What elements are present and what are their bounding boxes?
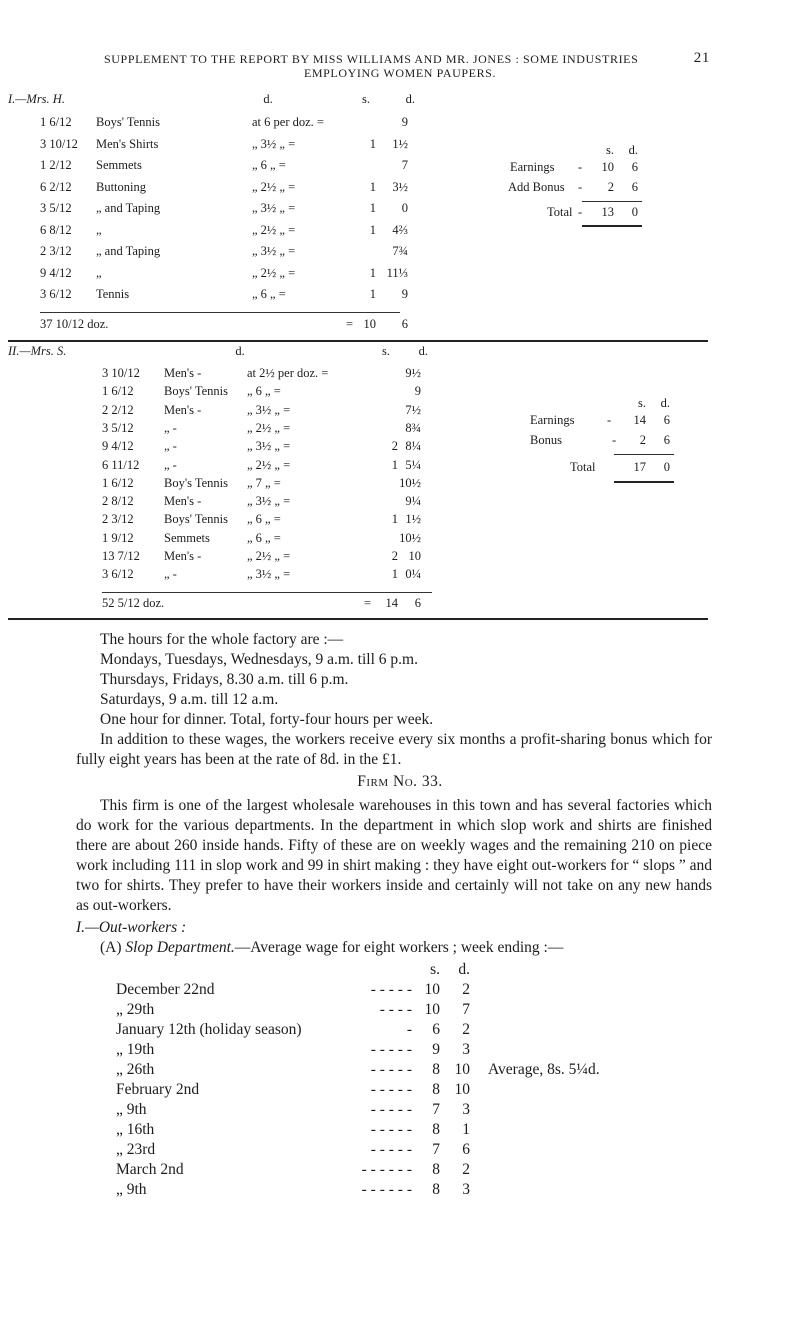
- row-shillings: 2: [391, 439, 398, 454]
- row-quantity: 3 5/12: [102, 420, 134, 435]
- row-item: Men's -: [164, 402, 202, 417]
- row-quantity: 3 5/12: [40, 201, 72, 215]
- row-quantity: 1 2/12: [40, 158, 72, 172]
- summary-total-d: 0: [663, 460, 670, 474]
- row-quantity: 6 2/12: [40, 179, 72, 194]
- row-pence: 5¼: [405, 457, 421, 472]
- table-total-shillings: 14: [385, 596, 398, 610]
- summary-bonus-dash: -: [612, 433, 617, 447]
- row-shillings: 1: [369, 265, 376, 280]
- row-item: Buttoning: [96, 179, 147, 194]
- outworkers-label: I.—Out-workers :: [76, 919, 187, 936]
- summary-total-label: Total: [547, 205, 573, 219]
- row-quantity: 13 7/12: [102, 549, 140, 563]
- week-pence: 1: [462, 1121, 470, 1138]
- row-rate: „ 6 „ =: [247, 512, 281, 527]
- firm-heading: Firm No. 33.: [357, 773, 443, 790]
- row-item: Boys' Tennis: [164, 512, 229, 527]
- row-pence: 7¾: [392, 244, 408, 258]
- page-number: 21: [693, 50, 710, 66]
- col-head-d: d.: [418, 344, 428, 358]
- row-rate: „ 3½ „ =: [247, 567, 291, 582]
- running-header-text: SUPPLEMENT TO THE REPORT BY MISS WILLIAMS AND MR. JONES : SOME INDUSTRIES: [104, 52, 639, 66]
- row-rate: „ 3½ „ =: [252, 244, 296, 258]
- week-shillings: 6: [432, 1021, 440, 1038]
- slop-title: Slop Department.: [125, 939, 235, 956]
- summary-rule: [614, 454, 674, 455]
- row-rate: „ 2½ „ =: [252, 222, 296, 237]
- row-item: Men's -: [164, 494, 202, 509]
- week-dash: - - - - -: [370, 981, 412, 998]
- row-item: Boy's Tennis: [164, 475, 229, 490]
- row-quantity: 2 2/12: [102, 402, 134, 417]
- row-shillings: 1: [391, 567, 398, 582]
- row-item: Men's Shirts: [96, 136, 159, 151]
- firm-paragraph: [76, 796, 712, 916]
- week-shillings: 10: [424, 981, 440, 998]
- row-shillings: 1: [369, 201, 376, 215]
- hours-line: Thursdays, Fridays, 8.30 a.m. till 6 p.m.: [100, 671, 349, 688]
- row-quantity: 2 3/12: [102, 512, 134, 527]
- week-shillings: 7: [432, 1141, 440, 1158]
- week-pence: 6: [462, 1141, 470, 1158]
- row-rate: „ 3½ „ =: [247, 439, 291, 454]
- row-rate: „ 7 „ =: [247, 475, 281, 490]
- week-pence: 10: [454, 1081, 470, 1098]
- table-bottom-rule: [8, 618, 708, 620]
- row-rate: at 6 per doz. =: [252, 115, 324, 129]
- row-item: „ -: [164, 420, 177, 435]
- row-rate: „ 3½ „ =: [247, 402, 291, 417]
- hours-line: Mondays, Tuesdays, Wednesdays, 9 a.m. till 6 p.m.: [100, 651, 418, 668]
- week-label: „ 23rd: [116, 1141, 156, 1158]
- week-label: „ 9th: [116, 1181, 147, 1198]
- row-pence: 8¼: [405, 439, 421, 454]
- row-pence: 0: [401, 201, 408, 215]
- row-rate: „ 6 „ =: [247, 384, 281, 399]
- row-quantity: 9 4/12: [102, 439, 134, 454]
- row-item: Boys' Tennis: [96, 115, 161, 129]
- table-rule: [102, 592, 432, 593]
- week-dash: - - - - -: [370, 1041, 412, 1058]
- weeks-head-d: d.: [458, 961, 470, 978]
- row-pence: 7: [401, 158, 408, 172]
- table-total-pence: 6: [414, 596, 421, 610]
- summary-earnings-d: 6: [663, 413, 670, 427]
- summary-earnings-label: Earnings: [530, 413, 575, 427]
- hours-line: One hour for dinner. Total, forty-four hours per week.: [100, 711, 434, 728]
- row-pence: 1½: [405, 512, 421, 527]
- col-head-d: d.: [405, 92, 415, 106]
- table-total-shillings: 10: [363, 317, 376, 331]
- row-item: „ -: [164, 439, 177, 454]
- row-pence: 9: [401, 287, 408, 301]
- row-item: „: [96, 265, 102, 280]
- week-pence: 2: [462, 1021, 470, 1038]
- summary-head-d: d.: [660, 396, 670, 410]
- row-rate: „ 3½ „ =: [252, 136, 296, 151]
- running-subheader: EMPLOYING WOMEN PAUPERS.: [303, 66, 497, 80]
- row-quantity: 3 6/12: [102, 567, 134, 582]
- row-item: „ and Taping: [96, 244, 161, 258]
- summary-earnings-s: 10: [601, 160, 614, 174]
- week-dash: -: [406, 1021, 412, 1038]
- row-quantity: 2 3/12: [40, 244, 72, 258]
- row-shillings: 2: [391, 549, 398, 563]
- summary-bonus-s: 2: [639, 433, 646, 447]
- table-total-pence: 6: [401, 317, 408, 331]
- row-rate: „ 2½ „ =: [247, 549, 291, 563]
- row-pence: 1½: [392, 136, 408, 151]
- row-pence: 9: [401, 115, 408, 129]
- row-pence: 9½: [405, 366, 421, 380]
- summary-bonus-label: Add Bonus: [508, 180, 565, 194]
- row-quantity: 1 6/12: [102, 384, 134, 399]
- week-label: „ 19th: [116, 1041, 155, 1058]
- week-pence: 3: [462, 1041, 470, 1058]
- week-label: „ 16th: [116, 1121, 155, 1138]
- row-shillings: 1: [391, 457, 398, 472]
- summary-rule: [582, 201, 642, 202]
- row-item: „ -: [164, 457, 177, 472]
- row-item: „ and Taping: [96, 201, 161, 215]
- row-pence: 8¾: [405, 420, 421, 435]
- bonus-paragraph-text: In addition to these wages, the workers receive every six months a profit-sharing bonus which for fully eight years has been at the rate of 8d. in the £1.: [76, 731, 712, 768]
- summary-bonus-dash: -: [578, 180, 583, 194]
- row-pence: 10: [408, 549, 421, 563]
- row-rate: „ 2½ „ =: [252, 265, 296, 280]
- summary-earnings-dash: -: [578, 160, 583, 174]
- week-dash: - - - -: [379, 1001, 412, 1018]
- row-rate: „ 6 „ =: [247, 530, 281, 545]
- table-rule: [40, 312, 400, 313]
- row-rate: „ 2½ „ =: [247, 457, 291, 472]
- col-head-rate-d: d.: [235, 344, 245, 358]
- week-shillings: 8: [432, 1161, 440, 1178]
- slop-label: (A): [100, 939, 122, 956]
- row-quantity: 1 9/12: [102, 530, 134, 545]
- table-total-label: 52 5/12 doz.: [102, 596, 165, 610]
- row-pence: 10½: [399, 530, 421, 545]
- summary-bonus-s: 2: [607, 180, 614, 194]
- summary-earnings-label: Earnings: [510, 160, 555, 174]
- weeks-head-s: s.: [430, 961, 440, 978]
- row-rate: „ 6 „ =: [252, 158, 286, 172]
- row-pence: 9: [414, 384, 421, 399]
- week-shillings: 7: [432, 1101, 440, 1118]
- row-shillings: 1: [369, 287, 376, 301]
- row-quantity: 2 8/12: [102, 494, 134, 509]
- row-rate: „ 2½ „ =: [247, 420, 291, 435]
- week-dash: - - - - -: [370, 1101, 412, 1118]
- table-label: II.—Mrs. S.: [8, 344, 67, 358]
- week-dash: - - - - -: [370, 1081, 412, 1098]
- week-label: March 2nd: [116, 1161, 184, 1178]
- week-shillings: 9: [432, 1041, 440, 1058]
- summary-head-s: s.: [638, 396, 646, 410]
- row-pence: 10½: [399, 475, 421, 490]
- week-pence: 2: [462, 1161, 470, 1178]
- summary-earnings-s: 14: [633, 413, 646, 427]
- week-shillings: 8: [432, 1081, 440, 1098]
- row-rate: „ 6 „ =: [252, 287, 286, 301]
- average-label: Average, 8s. 5¼d.: [488, 1061, 600, 1078]
- week-pence: 7: [462, 1001, 470, 1018]
- row-quantity: 6 11/12: [102, 457, 140, 472]
- row-quantity: 3 6/12: [40, 287, 72, 301]
- summary-bonus-d: 6: [663, 433, 670, 447]
- week-shillings: 10: [424, 1001, 440, 1018]
- summary-total-s: 17: [633, 460, 646, 474]
- row-shillings: 1: [369, 179, 376, 194]
- row-rate: „ 2½ „ =: [252, 179, 296, 194]
- row-quantity: 6 8/12: [40, 222, 72, 237]
- row-item: Men's -: [164, 549, 202, 563]
- week-dash: - - - - -: [370, 1121, 412, 1138]
- week-label: February 2nd: [116, 1081, 200, 1098]
- slop-line: [100, 938, 563, 958]
- table-total-equals: =: [364, 596, 372, 610]
- bonus-paragraph: [76, 730, 712, 770]
- summary-bonus-label: Bonus: [530, 433, 562, 447]
- hours-line: Saturdays, 9 a.m. till 12 a.m.: [100, 691, 279, 708]
- row-pence: 7½: [405, 402, 421, 417]
- row-rate: „ 3½ „ =: [247, 494, 291, 509]
- summary-total-s: 13: [601, 205, 614, 219]
- week-dash: - - - - -: [370, 1061, 412, 1078]
- week-label: „ 29th: [116, 1001, 155, 1018]
- week-label: December 22nd: [116, 981, 215, 998]
- table-bottom-rule: [8, 340, 708, 342]
- row-quantity: 1 6/12: [40, 115, 72, 129]
- week-shillings: 8: [432, 1121, 440, 1138]
- summary-double-rule: [614, 481, 674, 483]
- slop-rest: —Average wage for eight workers ; week ending :—: [234, 939, 564, 956]
- row-item: „ -: [164, 567, 177, 582]
- week-shillings: 8: [432, 1181, 440, 1198]
- week-shillings: 8: [432, 1061, 440, 1078]
- row-pence: 11⅓: [386, 265, 408, 280]
- row-quantity: 9 4/12: [40, 265, 72, 280]
- week-label: „ 26th: [116, 1061, 155, 1078]
- hours-intro: The hours for the whole factory are :—: [100, 631, 344, 648]
- firm-paragraph-text: This firm is one of the largest wholesale warehouses in this town and has several factories which do work for the various departments. In the department in which slop work and shirts are finished there are about 260 inside hands. Fifty of these are on weekly wages and the remaining 210 on piece work including 111 in slop work and 99 in shirt making : they have eight out-workers for “ slops ” and two for shirts. They prefer to have their workers inside and certainly will not take on any new hands as out-workers.: [76, 797, 712, 914]
- summary-head-d: d.: [628, 143, 638, 157]
- week-dash: - - - - - -: [361, 1181, 412, 1198]
- row-quantity: 3 10/12: [40, 136, 78, 151]
- week-pence: 2: [462, 981, 470, 998]
- row-rate: „ 3½ „ =: [252, 201, 296, 215]
- row-item: Men's -: [164, 366, 202, 380]
- summary-total-dash: -: [578, 205, 583, 219]
- col-head-s: s.: [382, 344, 390, 358]
- row-rate: at 2½ per doz. =: [247, 366, 329, 380]
- week-label: January 12th (holiday season): [116, 1021, 302, 1038]
- row-item: Tennis: [96, 287, 130, 301]
- summary-total-d: 0: [631, 205, 638, 219]
- week-dash: - - - - -: [370, 1141, 412, 1158]
- row-pence: 0¼: [405, 567, 421, 582]
- table-label: I.—Mrs. H.: [8, 92, 65, 106]
- row-item: Semmets: [164, 530, 210, 545]
- week-dash: - - - - - -: [361, 1161, 412, 1178]
- table-total-label: 37 10/12 doz.: [40, 317, 109, 331]
- row-pence: 9¼: [405, 494, 421, 509]
- row-item: Semmets: [96, 158, 142, 172]
- row-quantity: 1 6/12: [102, 475, 134, 490]
- col-head-rate-d: d.: [263, 92, 273, 106]
- row-shillings: 1: [369, 136, 376, 151]
- summary-earnings-dash: -: [607, 413, 612, 427]
- col-head-s: s.: [362, 92, 370, 106]
- summary-head-s: s.: [606, 143, 614, 157]
- summary-bonus-d: 6: [631, 180, 638, 194]
- week-pence: 10: [454, 1061, 470, 1078]
- table-total-equals: =: [346, 317, 354, 331]
- week-pence: 3: [462, 1181, 470, 1198]
- row-quantity: 3 10/12: [102, 366, 140, 380]
- week-pence: 3: [462, 1101, 470, 1118]
- summary-total-label: Total: [570, 460, 596, 474]
- summary-earnings-d: 6: [631, 160, 638, 174]
- row-item: Boys' Tennis: [164, 384, 229, 399]
- week-label: „ 9th: [116, 1101, 147, 1118]
- row-item: „: [96, 222, 102, 237]
- row-shillings: 1: [391, 512, 398, 527]
- summary-double-rule: [582, 225, 642, 227]
- row-pence: 4⅔: [392, 222, 408, 237]
- row-pence: 3½: [392, 179, 408, 194]
- row-shillings: 1: [369, 222, 376, 237]
